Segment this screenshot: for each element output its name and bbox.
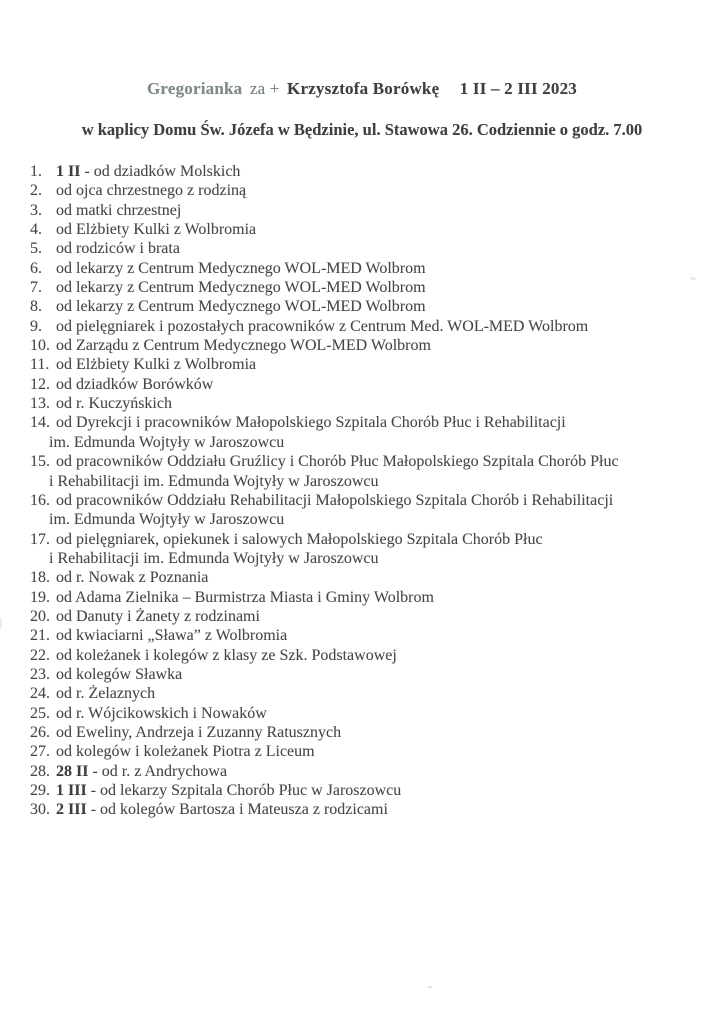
item-text xyxy=(56,336,694,355)
list-item xyxy=(30,375,694,394)
list-item xyxy=(30,452,694,491)
item-number: 10. xyxy=(30,337,50,355)
list-item xyxy=(30,568,694,587)
item-text xyxy=(56,297,694,316)
item-text xyxy=(56,239,694,258)
document-subtitle: w kaplicy Domu Św. Józefa w Będzinie, ul. Stawowa 26. Codziennie o godz. 7.00 xyxy=(81,120,643,139)
item-text xyxy=(56,317,694,336)
item-line1: od Dyrekcji i pracowników Małopolskiego Szpitala Chorób Płuc i Rehabilitacji xyxy=(56,414,566,432)
item-line1: - od kolegów Bartosza i Mateusza z rodzicami xyxy=(86,801,388,819)
list-item xyxy=(30,394,694,413)
item-number: 2. xyxy=(30,182,42,200)
list-item xyxy=(30,259,694,278)
title-gregorianka: Gregorianka xyxy=(146,79,243,98)
list-item xyxy=(30,181,694,200)
list-item xyxy=(30,588,694,607)
item-line1: od kolegów Sławka xyxy=(56,665,183,683)
item-number: 24. xyxy=(30,685,50,703)
list-item xyxy=(30,201,694,220)
item-line1: od pielęgniarek, opiekunek i salowych Małopolskiego Szpitala Chorób Płuc xyxy=(56,530,543,548)
list-item xyxy=(30,781,694,800)
intentions-list xyxy=(30,162,694,820)
item-number: 26. xyxy=(30,723,50,741)
item-line1: od Danuty i Żanety z rodzinami xyxy=(56,607,260,625)
item-text xyxy=(49,530,694,569)
list-item xyxy=(30,665,694,684)
item-number: 11. xyxy=(30,356,50,374)
item-number: 16. xyxy=(30,491,50,509)
list-item xyxy=(30,684,694,703)
item-number: 9. xyxy=(30,317,42,335)
item-line1: od pracowników Oddziału Rehabilitacji Małopolskiego Szpitala Chorób i Rehabilitacji xyxy=(56,491,614,509)
item-number: 21. xyxy=(30,627,50,645)
item-number: 5. xyxy=(30,240,42,258)
item-line1: od ojca chrzestnego z rodziną xyxy=(56,182,247,200)
item-date-bold: 28 II xyxy=(56,762,89,780)
list-item xyxy=(30,317,694,336)
item-line1: - od dziadków Molskich xyxy=(80,163,241,180)
list-item xyxy=(30,723,694,742)
item-line1: od koleżanek i kolegów z klasy ze Szk. Podstawowej xyxy=(56,646,397,664)
list-item xyxy=(30,355,694,374)
item-number: 8. xyxy=(30,298,42,316)
item-text xyxy=(56,762,694,781)
item-line1: od Eweliny, Andrzeja i Zuzanny Ratusznych xyxy=(56,723,342,741)
item-number: 7. xyxy=(30,279,42,297)
item-date-bold: 1 II xyxy=(56,163,81,180)
title-deceased-name: Krzysztofa Borówkę xyxy=(287,79,440,98)
item-text xyxy=(56,607,694,626)
list-item xyxy=(30,413,694,452)
item-text xyxy=(56,394,694,413)
item-text xyxy=(56,568,694,587)
item-number: 6. xyxy=(30,259,42,277)
item-date-bold: 2 III xyxy=(56,801,87,819)
item-number: 18. xyxy=(30,569,50,587)
item-number: 25. xyxy=(30,704,50,722)
item-number: 29. xyxy=(30,782,50,799)
item-text xyxy=(56,781,694,800)
list-item xyxy=(30,491,694,530)
item-line1: od pracowników Oddziału Gruźlicy i Chorób Płuc Małopolskiego Szpitala Chorób Płuc xyxy=(56,453,619,471)
item-line2: i Rehabilitacji im. Edmunda Wojtyły w Jaroszowcu xyxy=(49,472,379,490)
list-item xyxy=(30,704,694,723)
list-item xyxy=(30,530,694,569)
item-text xyxy=(49,413,694,452)
item-text xyxy=(56,220,694,239)
item-text xyxy=(56,723,694,742)
item-line1: od pielęgniarek i pozostałych pracowników z Centrum Med. WOL-MED Wolbrom xyxy=(56,317,589,335)
item-line1: od r. Nowak z Poznania xyxy=(56,569,209,587)
list-item xyxy=(30,626,694,645)
item-text xyxy=(56,201,694,220)
item-line1: od lekarzy z Centrum Medycznego WOL-MED Wolbrom xyxy=(56,279,426,297)
document-title xyxy=(30,79,694,99)
list-item xyxy=(30,162,694,181)
item-text xyxy=(56,588,694,607)
item-line1: od Zarządu z Centrum Medycznego WOL-MED Wolbrom xyxy=(56,337,431,355)
item-line2: i Rehabilitacji im. Edmunda Wojtyły w Jaroszowcu xyxy=(49,549,379,567)
item-line1: od Elżbiety Kulki z Wolbromia xyxy=(56,356,257,374)
list-item xyxy=(30,762,694,781)
item-number: 30. xyxy=(30,801,50,819)
item-number: 23. xyxy=(30,665,50,683)
item-text xyxy=(56,162,694,181)
item-line1: od lekarzy z Centrum Medycznego WOL-MED Wolbrom xyxy=(56,298,426,316)
list-item xyxy=(30,742,694,761)
item-text xyxy=(56,355,694,374)
item-text xyxy=(56,665,694,684)
item-number: 28. xyxy=(30,762,50,780)
scan-artifact xyxy=(428,986,432,988)
list-item xyxy=(30,239,694,258)
item-line1: od Adama Zielnika – Burmistrza Miasta i Gminy Wolbrom xyxy=(56,588,434,606)
title-date-range: 1 II – 2 III 2023 xyxy=(459,79,578,98)
list-item xyxy=(30,336,694,355)
list-item xyxy=(30,278,694,297)
title-za-cross: za + xyxy=(249,79,280,98)
item-number: 14. xyxy=(30,414,50,432)
item-line2: im. Edmunda Wojtyły w Jaroszowcu xyxy=(49,433,285,451)
item-number: 22. xyxy=(30,646,50,664)
item-line1: od r. Kuczyńskich xyxy=(56,395,172,413)
item-number: 19. xyxy=(30,588,50,606)
list-item xyxy=(30,800,694,819)
item-text xyxy=(49,491,694,530)
item-text xyxy=(56,646,694,665)
item-text xyxy=(56,278,694,297)
item-line1: od rodziców i brata xyxy=(56,240,180,258)
item-number: 15. xyxy=(30,453,50,471)
item-text xyxy=(56,626,694,645)
list-item xyxy=(30,607,694,626)
item-text xyxy=(56,704,694,723)
item-line1: od Elżbiety Kulki z Wolbromia xyxy=(56,221,257,239)
item-line1: od r. Wójcikowskich i Nowaków xyxy=(56,704,267,722)
item-number: 27. xyxy=(30,743,50,761)
list-item xyxy=(30,220,694,239)
scan-artifact xyxy=(690,277,696,280)
item-text xyxy=(56,742,694,761)
item-number: 17. xyxy=(30,530,50,548)
item-text xyxy=(56,181,694,200)
list-item xyxy=(30,646,694,665)
item-line1: - od lekarzy Szpitala Chorób Płuc w Jaroszowcu xyxy=(86,782,402,799)
list-item xyxy=(30,297,694,316)
item-text xyxy=(56,684,694,703)
item-number: 4. xyxy=(30,221,42,239)
item-text xyxy=(56,259,694,278)
item-line1: od kwiaciarni „Sława” z Wolbromia xyxy=(56,627,288,645)
item-date-bold: 1 III xyxy=(56,782,87,799)
item-number: 13. xyxy=(30,395,50,413)
item-number: 1. xyxy=(30,163,42,180)
item-text xyxy=(56,375,694,394)
item-line2: im. Edmunda Wojtyły w Jaroszowcu xyxy=(49,511,285,529)
item-number: 3. xyxy=(30,201,42,219)
item-line1: - od r. z Andrychowa xyxy=(88,762,228,780)
item-line1: od dziadków Borówków xyxy=(56,375,214,393)
item-number: 20. xyxy=(30,607,50,625)
item-text xyxy=(56,800,694,819)
item-text xyxy=(49,452,694,491)
item-line1: od kolegów i koleżanek Piotra z Liceum xyxy=(56,743,315,761)
item-number: 12. xyxy=(30,375,50,393)
item-line1: od matki chrzestnej xyxy=(56,201,182,219)
item-line1: od lekarzy z Centrum Medycznego WOL-MED Wolbrom xyxy=(56,259,426,277)
item-line1: od r. Żelaznych xyxy=(56,685,156,703)
